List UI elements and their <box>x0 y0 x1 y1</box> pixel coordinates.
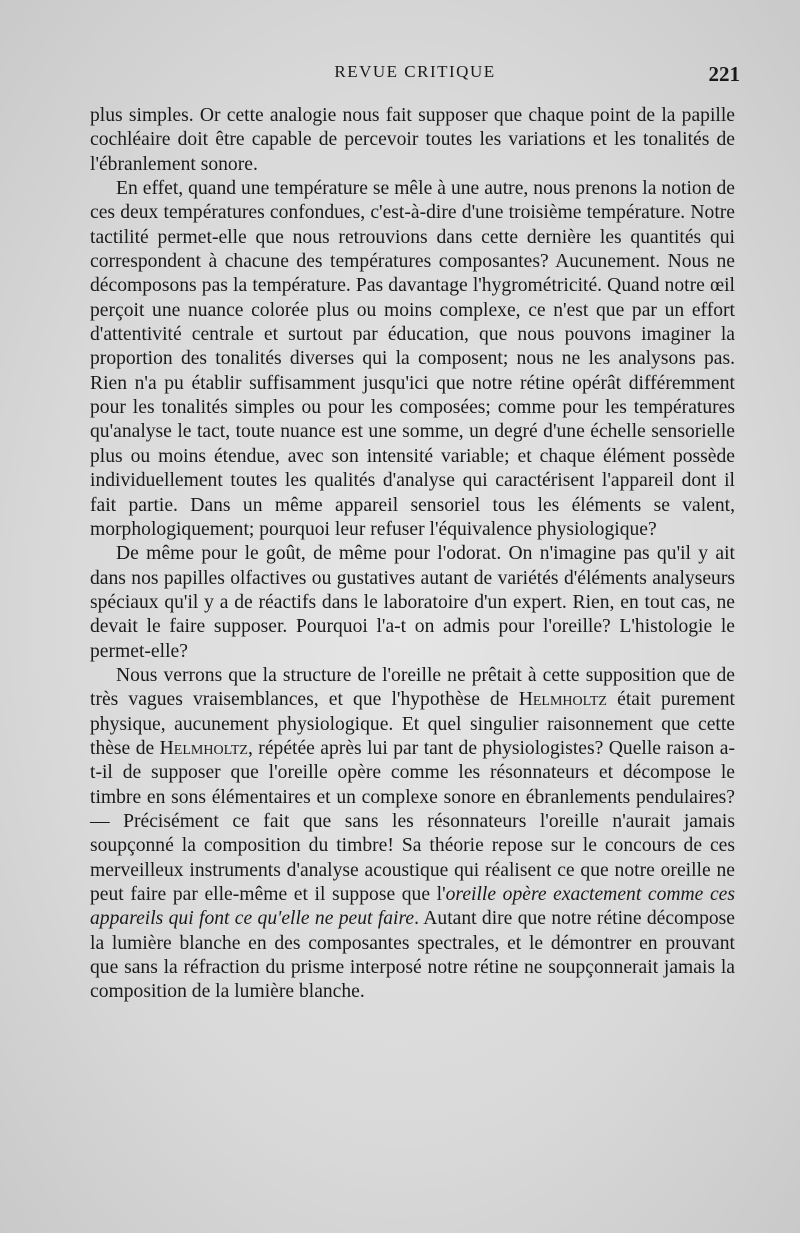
paragraph-4 <box>90 664 735 1005</box>
italic-quotation: oreille opère exactement comme ces appareils qui font ce qu'elle ne peut faire <box>90 884 735 930</box>
paragraph-4-part-b: était purement physique, aucunement physiologique. Et quel singulier raisonnement que cette thèse de <box>90 689 735 759</box>
paragraph-4-part-a: Nous verrons que la structure de l'oreille ne prêtait à cette supposition que de très vagues vraisemblances, et que l'hypothèse de <box>90 664 735 711</box>
author-name-helmholtz-2: Helmholtz <box>159 737 248 759</box>
author-name-helmholtz: Helmholtz <box>518 689 607 711</box>
paragraph-1: plus simples. Or cette analogie nous fait supposer que chaque point de la papille cochléaire doit être capable de percevoir toutes les variations et les tonalités de l'ébranlement sonore. <box>90 105 735 175</box>
paragraph-2: En effet, quand une température se mêle à une autre, nous prenons la notion de ces deux températures confondues, c'est-à-dire d'une troisième température. Notre tactilité permet-elle que nous retrouvions dans cette dernière les quantités qui correspondent à chacune des températures composantes? Aucunement. Nous ne décomposons pas la température. Pas davantage l'hygrométricité. Quand notre œil perçoit une nuance colorée plus ou moins complexe, ce n'est que par un effort d'attentivité centrale et surtout par éducation, que nous pouvons imaginer la proportion des tonalités diverses qui la composent; nous ne les analysons pas. Rien n'a pu établir suffisamment jusqu'ici que notre rétine opérât différemment pour les tonalités simples ou pour les composées; comme pour les températures qu'analyse le tact, toute nuance est une somme, un degré d'une échelle sensorielle plus ou moins étendue, avec son intensité variable; et chaque élément possède individuellement toutes les qualités d'analyse qui caractérisent l'appareil dont il fait partie. Dans un même appareil sensoriel tous les éléments se valent, morphologiquement; pourquoi leur refuser l'équivalence physiologique? <box>90 178 735 540</box>
paragraph-4-part-d: . Autant dire que notre rétine décompose la lumière blanche en des composantes spectrales, et le démontrer en prouvant que sans la réfraction du prisme interposé notre rétine ne soupçonnerait jamais la composition de la lumière blanche. <box>90 908 735 1003</box>
running-head <box>90 62 740 86</box>
body-text <box>90 104 735 1005</box>
paragraph-3: De même pour le goût, de même pour l'odorat. On n'imagine pas qu'il y ait dans nos papilles olfactives ou gustatives autant de variétés d'éléments analyseurs spéciaux qu'il y a de réactifs dans le laboratoire d'un expert. Rien, en tout cas, ne devait le faire supposer. Pourquoi l'a-t on admis pour l'oreille? L'histologie le permet-elle? <box>90 543 735 662</box>
paragraph-4-part-c: , répétée après lui par tant de physiologistes? Quelle raison a-t-il de supposer que l'oreille opère comme les résonnateurs et décompose le timbre en sons élémentaires et un complexe sonore en ébranlements pendulaires? — Précisément ce fait que sans les résonnateurs l'oreille n'aurait jamais soupçonné la composition du timbre! Sa théorie repose sur le concours de ces merveilleux instruments d'analyse acoustique qui réalisent ce que notre oreille ne peut faire par elle-même et il suppose que l' <box>90 737 735 905</box>
page-number: 221 <box>708 62 740 86</box>
running-title: REVUE CRITIQUE <box>334 62 496 81</box>
